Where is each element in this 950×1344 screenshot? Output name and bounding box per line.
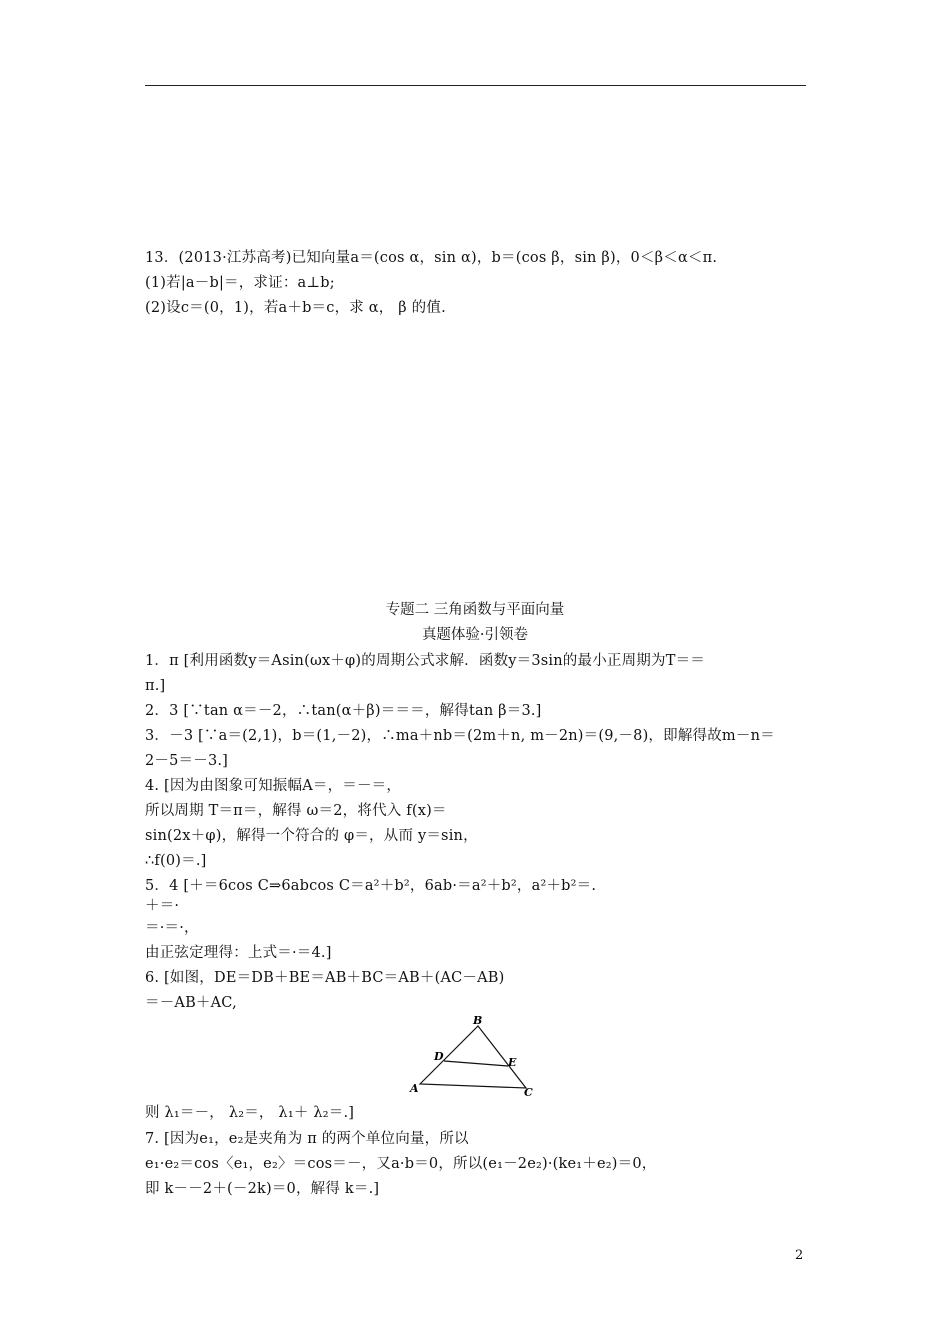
answer-line: 所以周期 T＝π＝，解得 ω＝2，将代入 f(x)＝ bbox=[145, 803, 447, 819]
answer-line: 2．3 [∵tan α＝－2，∴tan(α＋β)＝＝＝，解得tan β＝3.] bbox=[145, 703, 542, 719]
page-number: 2 bbox=[795, 1248, 804, 1263]
answer-line: 1．π [利用函数y＝Asin(ωx＋φ)的周期公式求解．函数y＝3sin的最小正周期为T＝＝ bbox=[145, 653, 705, 669]
answer-line: ＝－AB＋AC, bbox=[145, 995, 237, 1011]
answer-line: 4. [因为由图象可知振幅A＝，＝－＝， bbox=[145, 778, 402, 794]
q13-line-1: 13．(2013·江苏高考)已知向量a＝(cos α，sin α)，b＝(cos β，sin β)，0＜β＜α＜π. bbox=[145, 250, 718, 266]
label-c: C bbox=[524, 1086, 533, 1098]
answer-line: ＝·＝·， bbox=[145, 920, 199, 936]
answer-line: 则 λ₁＝－， λ₂＝， λ₁＋ λ₂＝.] bbox=[145, 1105, 355, 1121]
label-d: D bbox=[434, 1050, 444, 1063]
answer-line: e₁·e₂＝cos〈e₁，e₂〉＝cos＝－，又a·b＝0，所以(e₁－2e₂)·(ke₁＋e₂)＝0， bbox=[145, 1156, 657, 1172]
label-e: E bbox=[508, 1056, 517, 1069]
section-subtitle: 真题体验·引领卷 bbox=[421, 627, 529, 643]
label-b: B bbox=[473, 1016, 483, 1027]
answer-line: ∴f(0)＝.] bbox=[145, 853, 207, 869]
section-title: 专题二 三角函数与平面向量 bbox=[385, 602, 565, 618]
triangle-figure bbox=[408, 1016, 538, 1098]
label-a: A bbox=[410, 1082, 419, 1095]
answer-line: 7. [因为e₁，e₂是夹角为 π 的两个单位向量，所以 bbox=[145, 1131, 469, 1147]
answer-line: 3．－3 [∵a＝(2,1)，b＝(1,－2)，∴ma＋nb＝(2m＋n, m－2n)＝(9,－8)，即解得故m－n＝ bbox=[145, 728, 775, 744]
segment-de bbox=[444, 1061, 508, 1066]
answer-line: 由正弦定理得：上式＝·＝4.] bbox=[145, 945, 332, 961]
answer-line: π.] bbox=[145, 678, 166, 694]
header-rule bbox=[145, 85, 806, 86]
q13-line-2: (1)若|a－b|＝，求证：a⊥b; bbox=[145, 275, 335, 291]
answer-line: sin(2x＋φ)，解得一个符合的 φ＝，从而 y＝sin， bbox=[145, 828, 478, 844]
q13-line-3: (2)设c＝(0，1)，若a＋b＝c，求 α， β 的值. bbox=[145, 300, 446, 316]
answer-line: 即 k－－2＋(－2k)＝0，解得 k＝.] bbox=[145, 1181, 380, 1197]
answer-line: ＋＝· bbox=[145, 898, 180, 914]
answer-line: 6. [如图，DE＝DB＋BE＝AB＋BC＝AB＋(AC－AB) bbox=[145, 970, 505, 986]
answer-line: 5．4 [＋＝6cos C⇒6abcos C＝a²＋b²，6ab·＝a²＋b²，a²＋b²＝. bbox=[145, 878, 597, 894]
answer-line: 2－5＝－3.] bbox=[145, 753, 229, 769]
